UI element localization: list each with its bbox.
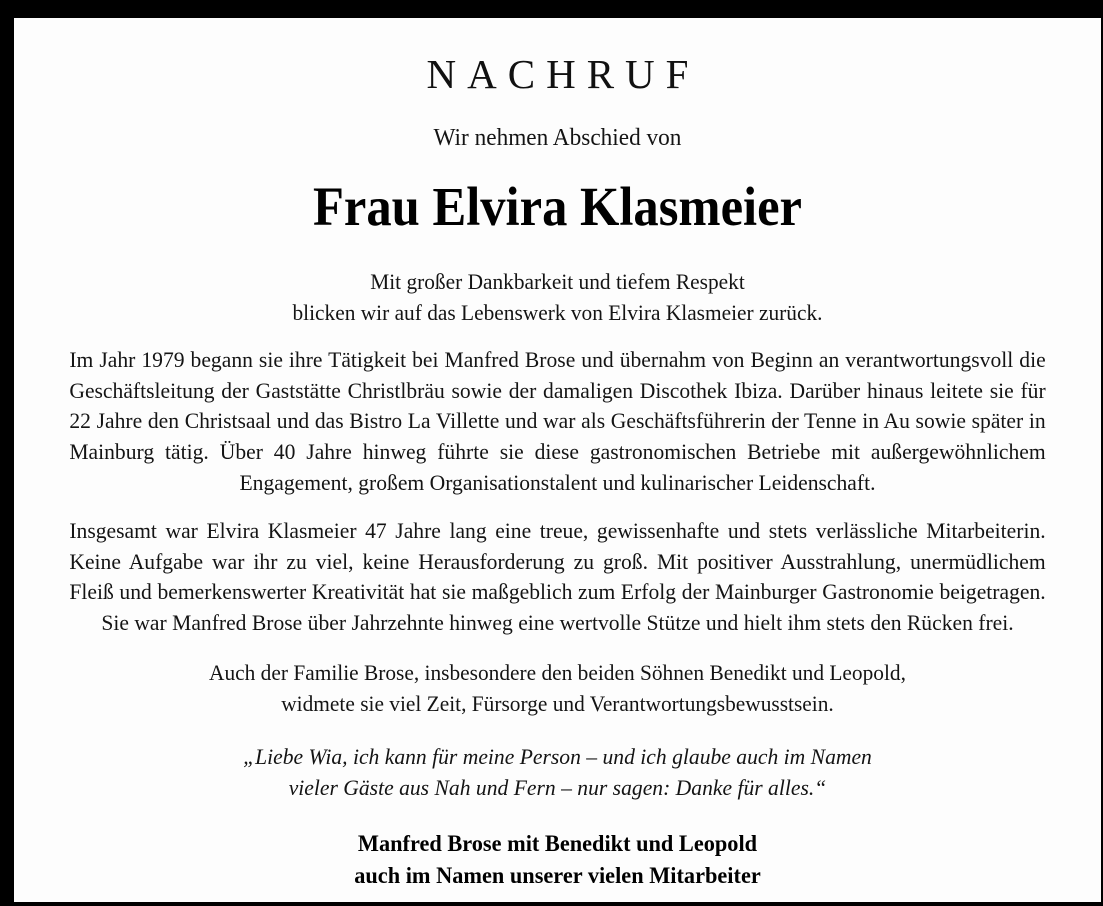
intro-block (73, 236, 1043, 328)
farewell-line: Wir nehmen Abschied von (433, 124, 682, 151)
paragraph-tribute: Insgesamt war Elvira Klasmeier 47 Jahre lang eine treue, gewissenhafte und stets verlässliche Mitarbeiterin. Keine Aufgabe war ihr zu viel, keine Herausforderung zu groß. Mit positiver Ausstrahlung, unermüdlichem Fleiß und bemerkenswerter Kreativität hat sie maßgeblich zum Erfolg der Mainburger Gastronomie beigetragen. Sie war Manfred Brose über Jahrzehnte hinweg eine wertvolle Stütze und hielt ihm stets den Rücken frei. (69, 517, 1046, 636)
memorial-quote (67, 719, 1047, 803)
memorial-quote-line-1: „Liebe Wia, ich kann für meine Person – und ich glaube auch im Namen (243, 744, 872, 770)
paragraph-family-line-1: Auch der Familie Brose, insbesondere den beiden Söhnen Benedikt und Leopold, (209, 660, 906, 686)
obituary-card (14, 18, 1101, 902)
signature-block (73, 803, 1043, 892)
intro-line-1: Mit großer Dankbarkeit und tiefem Respekt (370, 268, 745, 294)
memorial-quote-line-2: vieler Gäste aus Nah und Fern – nur sagen: Danke für alles.“ (288, 775, 827, 801)
obituary-content (14, 18, 1101, 893)
paragraph-career: Im Jahr 1979 begann sie ihre Tätigkeit bei Manfred Brose und übernahm von Beginn an verantwortungsvoll die Geschäftsleitung der Gaststätte Christlbräu sowie der damaligen Discothek Ibiza. Darüber hinaus leitete sie für 22 Jahre den Christsaal und das Bistro La Villette und war als Geschäftsführerin der Tenne in Au sowie später in Mainburg tätig. Über 40 Jahre hinweg führte sie diese gastronomischen Betriebe mit außergewöhnlichem Engagement, großem Organisationstalent und kulinarischer Leidenschaft. (69, 346, 1046, 496)
signature-line-2: auch im Namen unserer vielen Mitarbeiter (354, 863, 761, 889)
paragraph-family-line-2: widmete sie viel Zeit, Fürsorge und Verantwortungsbewusstsein. (281, 691, 834, 717)
signature-line-1: Manfred Brose mit Benedikt und Leopold (357, 831, 758, 858)
deceased-name: Frau Elvira Klasmeier (312, 175, 803, 237)
obituary-title: NACHRUF (426, 51, 700, 97)
paragraph-family (73, 639, 1043, 719)
intro-line-2: blicken wir auf das Lebenswerk von Elvira Klasmeier zurück. (292, 299, 823, 325)
